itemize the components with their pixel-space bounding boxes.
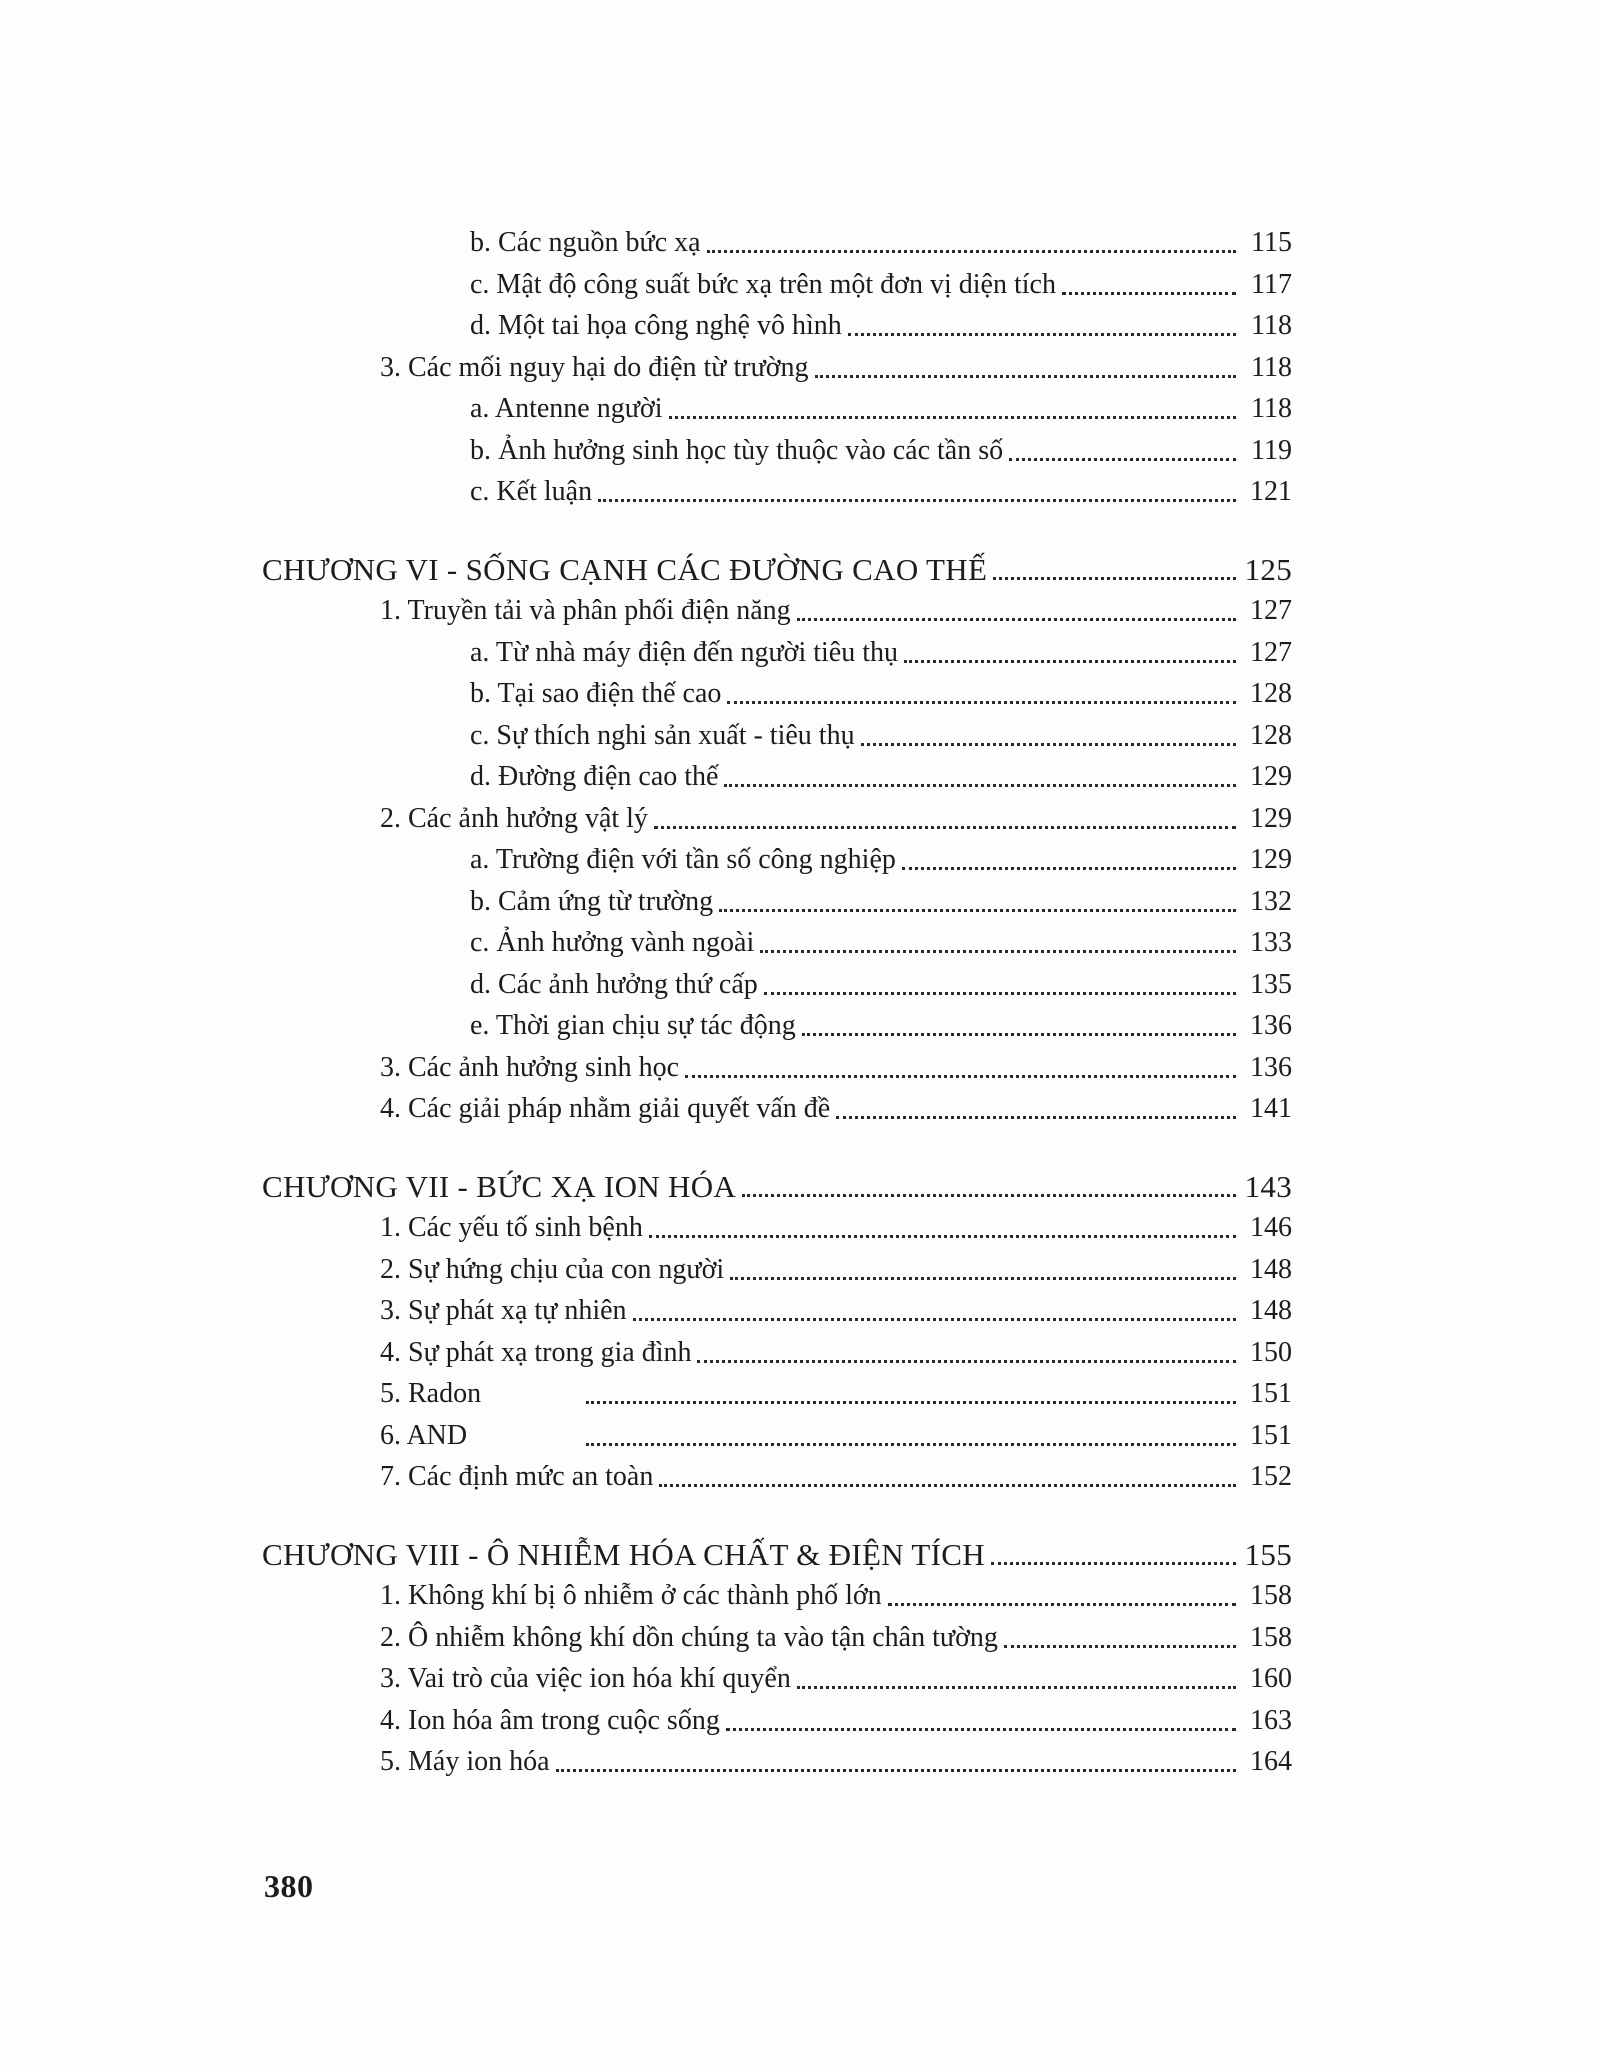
leader-dots xyxy=(797,1686,1236,1689)
leader-dots xyxy=(815,375,1236,378)
toc-entry xyxy=(262,1047,1292,1089)
leader-dots xyxy=(861,743,1236,746)
toc-entry-label: d. Các ảnh hưởng thứ cấp xyxy=(470,968,758,1000)
toc-entry-label: b. Tại sao điện thế cao xyxy=(470,678,722,709)
toc-entry xyxy=(262,798,1292,840)
toc-entry-label: 3. Các mối nguy hại do điện từ trường xyxy=(380,351,809,383)
leader-dots xyxy=(1009,458,1236,461)
toc-entry-label: b. Cảm ứng từ trường xyxy=(470,885,714,917)
toc-entry xyxy=(262,1658,1292,1700)
chapter-title: CHƯƠNG VIII - Ô NHIỄM HÓA CHẤT & ĐIỆN TÍCH xyxy=(262,1536,985,1572)
chapter-page: 125 xyxy=(1244,551,1292,587)
toc-entry-label: 3. Các ảnh hưởng sinh học xyxy=(380,1051,680,1083)
toc-entry-label: c. Ảnh hưởng vành ngoài xyxy=(470,927,755,958)
toc-entry xyxy=(262,1249,1292,1291)
toc-entry-page: 128 xyxy=(1250,678,1292,709)
toc-entry-label: 1. Truyền tải và phân phối điện năng xyxy=(380,595,791,626)
toc-entry-page: 127 xyxy=(1250,636,1292,668)
leader-dots xyxy=(802,1033,1236,1036)
toc-entry-label: 7. Các định mức an toàn xyxy=(380,1461,654,1492)
toc-entry xyxy=(262,388,1292,430)
leader-dots xyxy=(654,826,1236,829)
toc-entry-page: 158 xyxy=(1250,1621,1292,1653)
toc-chapter-heading xyxy=(262,1534,1292,1576)
toc-entry-label: d. Một tai họa công nghệ vô hình xyxy=(470,310,842,341)
toc-entry-page: 129 xyxy=(1250,761,1292,792)
toc-entry-label: 6. AND xyxy=(380,1419,468,1451)
toc-entry-page: 151 xyxy=(1250,1419,1292,1451)
leader-dots xyxy=(730,1277,1236,1280)
leader-dots xyxy=(586,1401,1236,1404)
leader-dots xyxy=(760,950,1236,953)
toc-entry-label: 2. Các ảnh hưởng vật lý xyxy=(380,802,648,834)
toc-entry xyxy=(262,1700,1292,1742)
toc-entry-label: 4. Sự phát xạ trong gia đình xyxy=(380,1336,692,1368)
leader-dots xyxy=(764,992,1236,995)
leader-dots xyxy=(993,577,1236,580)
toc-chapter-heading xyxy=(262,549,1292,591)
toc-entry-page: 151 xyxy=(1250,1378,1292,1409)
toc-entry xyxy=(262,839,1292,881)
toc-entry xyxy=(262,922,1292,964)
toc-entry-label: d. Đường điện cao thế xyxy=(470,761,719,792)
toc-entry-label: a. Trường điện với tần số công nghiệp xyxy=(470,844,896,875)
toc-entry-page: 133 xyxy=(1250,927,1292,958)
leader-dots xyxy=(836,1116,1236,1119)
toc-entry-page: 136 xyxy=(1250,1010,1292,1041)
toc-entry xyxy=(262,305,1292,347)
toc-entry xyxy=(262,1373,1292,1415)
toc-entry xyxy=(262,881,1292,923)
toc-entry-label: c. Mật độ công suất bức xạ trên một đơn vị diện tích xyxy=(470,268,1056,300)
toc-entry xyxy=(262,590,1292,632)
chapter-title: CHƯƠNG VII - BỨC XẠ ION HÓA xyxy=(262,1168,737,1204)
toc-entry xyxy=(262,756,1292,798)
toc-entry xyxy=(262,471,1292,513)
toc-entry-label: 4. Các giải pháp nhằm giải quyết vấn đề xyxy=(380,1093,831,1124)
toc-entry-page: 118 xyxy=(1251,351,1292,383)
page-number: 380 xyxy=(264,1868,314,1904)
leader-dots xyxy=(797,618,1236,621)
toc-entry-page: 136 xyxy=(1250,1051,1292,1083)
leader-dots xyxy=(724,784,1236,787)
toc-entry xyxy=(262,1575,1292,1617)
leader-dots xyxy=(697,1360,1236,1363)
toc-entry xyxy=(262,1456,1292,1498)
toc-entry xyxy=(262,1005,1292,1047)
chapter-page: 155 xyxy=(1244,1536,1292,1572)
toc-entry-page: 129 xyxy=(1250,844,1292,875)
toc-entry-label: a. Antenne người xyxy=(470,393,663,424)
toc-entry-label: 4. Ion hóa âm trong cuộc sống xyxy=(380,1704,720,1736)
toc-entry-label: 5. Máy ion hóa xyxy=(380,1746,550,1777)
toc-entry-label: b. Ảnh hưởng sinh học tùy thuộc vào các tần số xyxy=(470,434,1004,466)
toc-entry-page: 121 xyxy=(1250,476,1292,507)
toc-entry xyxy=(262,430,1292,472)
toc-entry xyxy=(262,1207,1292,1249)
toc-entry-page: 115 xyxy=(1251,227,1292,258)
toc-entry xyxy=(262,222,1292,264)
toc-entry xyxy=(262,673,1292,715)
toc-entry-page: 148 xyxy=(1250,1253,1292,1285)
leader-dots xyxy=(598,499,1236,502)
toc-entry-page: 148 xyxy=(1250,1295,1292,1326)
toc-entry xyxy=(262,1741,1292,1783)
leader-dots xyxy=(633,1318,1236,1321)
toc-entry xyxy=(262,964,1292,1006)
toc-entry-label: 2. Ô nhiễm không khí dồn chúng ta vào tận chân tường xyxy=(380,1621,998,1653)
leader-dots xyxy=(742,1194,1236,1197)
leader-dots xyxy=(904,660,1236,663)
leader-dots xyxy=(669,416,1237,419)
toc-entry xyxy=(262,1617,1292,1659)
toc-entry-page: 119 xyxy=(1251,434,1292,466)
toc-entry-page: 118 xyxy=(1251,393,1292,424)
toc-entry-label: 1. Các yếu tố sinh bệnh xyxy=(380,1212,643,1243)
toc-entry-label: b. Các nguồn bức xạ xyxy=(470,227,701,258)
leader-dots xyxy=(902,867,1236,870)
leader-dots xyxy=(719,909,1236,912)
leader-dots xyxy=(991,1562,1236,1565)
leader-dots xyxy=(707,250,1236,253)
leader-dots xyxy=(848,333,1236,336)
table-of-contents xyxy=(262,222,1292,1783)
toc-entry-label: c. Kết luận xyxy=(470,476,593,507)
toc-entry-page: 128 xyxy=(1250,719,1292,751)
chapter-title: CHƯƠNG VI - SỐNG CẠNH CÁC ĐƯỜNG CAO THẾ xyxy=(262,551,988,587)
toc-entry xyxy=(262,1415,1292,1457)
toc-entry-page: 118 xyxy=(1251,310,1292,341)
toc-entry xyxy=(262,347,1292,389)
toc-entry-page: 164 xyxy=(1250,1746,1292,1777)
leader-dots xyxy=(556,1769,1236,1772)
toc-entry-label: c. Sự thích nghi sản xuất - tiêu thụ xyxy=(470,719,855,751)
toc-entry xyxy=(262,1332,1292,1374)
leader-dots xyxy=(685,1075,1236,1078)
toc-entry xyxy=(262,632,1292,674)
toc-entry-label: e. Thời gian chịu sự tác động xyxy=(470,1010,796,1041)
toc-entry-page: 132 xyxy=(1250,885,1292,917)
leader-dots xyxy=(888,1603,1236,1606)
leader-dots xyxy=(649,1235,1236,1238)
toc-entry xyxy=(262,1290,1292,1332)
toc-entry-page: 158 xyxy=(1250,1580,1292,1611)
chapter-page: 143 xyxy=(1244,1168,1292,1204)
toc-entry xyxy=(262,264,1292,306)
toc-entry-page: 150 xyxy=(1250,1336,1292,1368)
toc-entry-label: 3. Vai trò của việc ion hóa khí quyển xyxy=(380,1663,791,1694)
toc-entry-page: 146 xyxy=(1250,1212,1292,1243)
toc-entry-page: 129 xyxy=(1250,802,1292,834)
toc-entry-label: a. Từ nhà máy điện đến người tiêu thụ xyxy=(470,636,898,668)
toc-entry-page: 141 xyxy=(1250,1093,1292,1124)
leader-dots xyxy=(1004,1645,1236,1648)
toc-entry-page: 163 xyxy=(1250,1704,1292,1736)
toc-entry xyxy=(262,1088,1292,1130)
toc-entry-page: 127 xyxy=(1250,595,1292,626)
toc-entry-label: 5. Radon xyxy=(380,1378,482,1409)
toc-entry-page: 152 xyxy=(1250,1461,1292,1492)
toc-entry-page: 135 xyxy=(1250,968,1292,1000)
toc-entry-page: 160 xyxy=(1250,1663,1292,1694)
leader-dots xyxy=(1062,292,1236,295)
toc-entry-label: 1. Không khí bị ô nhiễm ở các thành phố lớn xyxy=(380,1580,882,1611)
leader-dots xyxy=(586,1443,1236,1446)
leader-dots xyxy=(727,701,1236,704)
toc-chapter-heading xyxy=(262,1166,1292,1208)
toc-entry-label: 3. Sự phát xạ tự nhiên xyxy=(380,1295,627,1326)
toc-entry-label: 2. Sự hứng chịu của con người xyxy=(380,1253,725,1285)
leader-dots xyxy=(659,1484,1236,1487)
toc-entry xyxy=(262,715,1292,757)
toc-entry-page: 117 xyxy=(1251,268,1292,300)
leader-dots xyxy=(726,1728,1236,1731)
